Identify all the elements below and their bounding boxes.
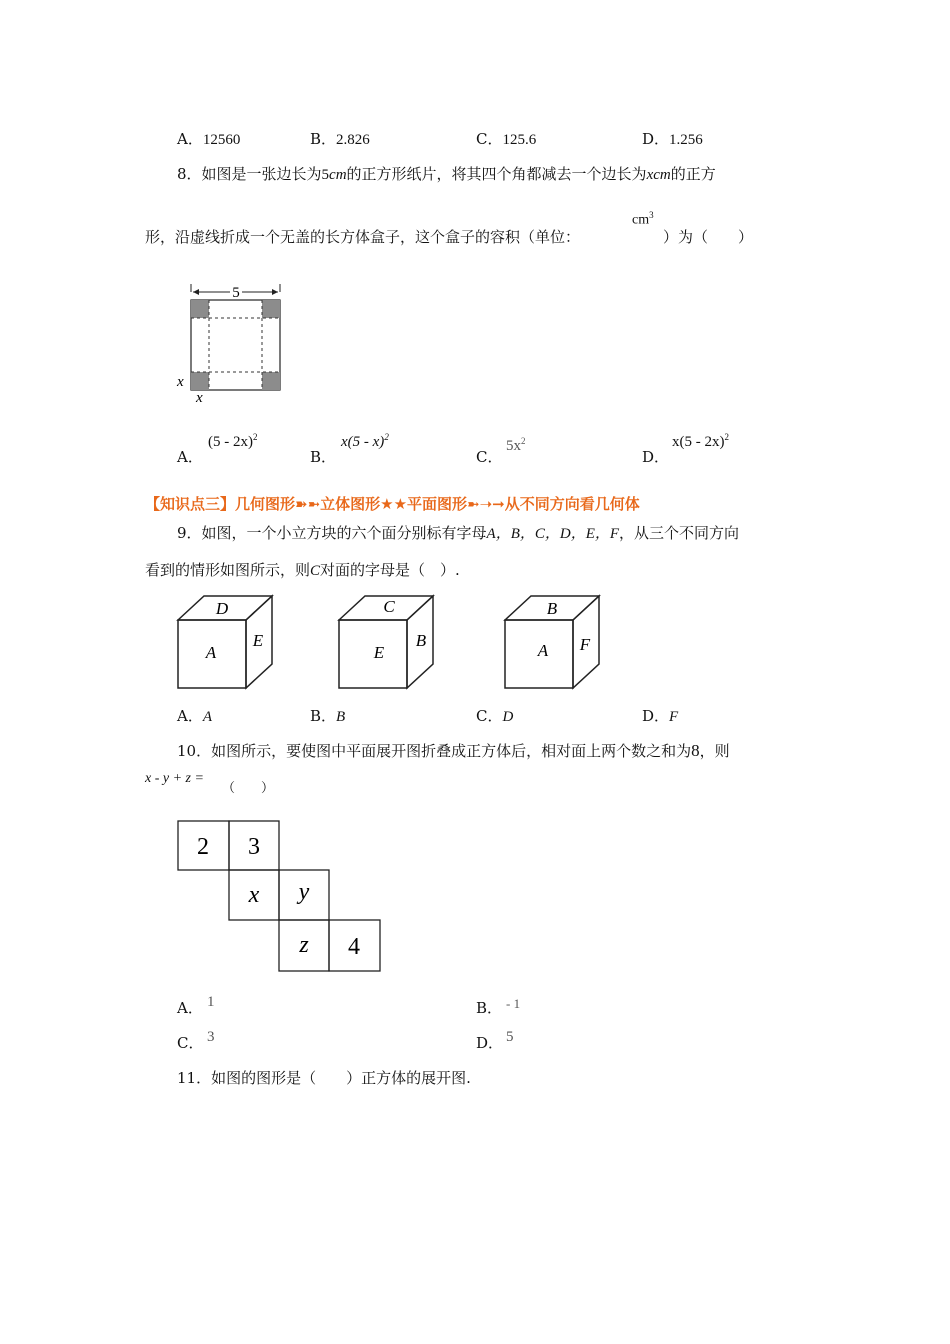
q9-cube-1	[176, 594, 276, 690]
q10-option-c-value: 3	[207, 1029, 215, 1045]
q10-option-d: D．	[476, 1034, 504, 1052]
q8-option-c-expr: $5x^2$	[506, 436, 526, 454]
net-cell-3: x	[248, 882, 260, 908]
q8-option-b: B．	[310, 448, 337, 466]
q8-option-d: D．	[642, 448, 670, 466]
corner-square-tr	[262, 300, 280, 318]
q10-option-a-value: 1	[207, 994, 215, 1010]
net-cell-1: 2	[197, 834, 209, 860]
q10-paren: （ ）	[222, 781, 275, 796]
cube1-side-letter: E	[252, 631, 264, 650]
q8-figure-bottom-label: x	[196, 390, 203, 405]
q8-option-c: C．	[476, 448, 503, 466]
net-cell-4: y	[298, 879, 310, 905]
q10-option-a: A．	[177, 999, 203, 1017]
q10-expression: x - y + z =	[145, 771, 204, 786]
q9-cube-2	[337, 594, 437, 690]
net-cell-5: z	[299, 932, 309, 958]
cube3-side-letter: F	[579, 635, 591, 654]
q8-line2: 形，沿虚线折成一个无盖的长方体盒子，这个盒子的容积（单位：	[145, 228, 581, 246]
cube2-front-letter: E	[373, 643, 385, 662]
q11-text: 11．如图的图形是（ ）正方体的展开图.	[177, 1069, 471, 1087]
cube3-front-letter: A	[537, 641, 549, 660]
corner-square-tl	[191, 300, 209, 318]
q10-option-b-value: - 1	[506, 996, 521, 1011]
q9-option-c: C．D	[476, 707, 514, 725]
q10-line1: 10．如图所示，要使图中平面展开图折叠成正方体后，相对面上两个数之和为8，则	[177, 741, 730, 760]
q8-unit: $cm^3$	[632, 210, 654, 228]
cube2-top-letter: C	[383, 597, 395, 616]
q7-option-d: D．1.256	[642, 130, 703, 148]
q10-option-b: B．	[476, 999, 503, 1017]
cube2-side-letter: B	[415, 631, 427, 650]
q8-figure-side-label: x	[177, 374, 184, 390]
q9-cube-3	[503, 594, 603, 690]
q9-line1: 9．如图，一个小立方块的六个面分别标有字母A，B，C，D，E，F，从三个不同方向	[177, 524, 740, 542]
q9-line2: 看到的情形如图所示，则C对面的字母是（ ）.	[145, 561, 460, 579]
net-cell-6: 4	[348, 934, 360, 960]
q8-square-figure	[170, 280, 295, 405]
q10-option-d-value: 5	[506, 1029, 514, 1045]
q7-option-c: C．125.6	[476, 130, 537, 148]
q8-option-b-expr: x(5 - x)$^2$	[341, 432, 389, 450]
q9-option-a: A．A	[177, 707, 213, 725]
q8-line2-end: ）为（ ）	[663, 228, 754, 246]
q8-option-a: A．	[177, 448, 203, 466]
q8-figure-top-label: 5	[232, 285, 240, 301]
q10-option-c: C．	[177, 1034, 204, 1052]
cube1-top-letter: D	[215, 599, 229, 618]
q8-option-a-expr: (5 - 2x)$^2$	[208, 432, 258, 450]
q10-cube-net	[176, 819, 384, 975]
q7-option-a: A．12560	[177, 130, 241, 148]
corner-square-bl	[191, 372, 209, 390]
q8-line1: 8．如图是一张边长为5cm的正方形纸片，将其四个角都减去一个边长为xcm的正方	[177, 165, 716, 183]
net-cell-2: 3	[248, 834, 260, 860]
q9-option-b: B．B	[310, 707, 346, 725]
cube3-top-letter: B	[546, 599, 558, 618]
q8-option-d-expr: x(5 - 2x)$^2$	[672, 432, 729, 450]
q9-option-d: D．F	[642, 707, 679, 725]
corner-square-br	[262, 372, 280, 390]
section-heading: 【知识点三】几何图形➽➼立体图形★★平面图形➼➝➞从不同方向看几何体	[145, 495, 640, 513]
cube1-front-letter: A	[205, 643, 217, 662]
q7-option-b: B．2.826	[310, 130, 370, 148]
